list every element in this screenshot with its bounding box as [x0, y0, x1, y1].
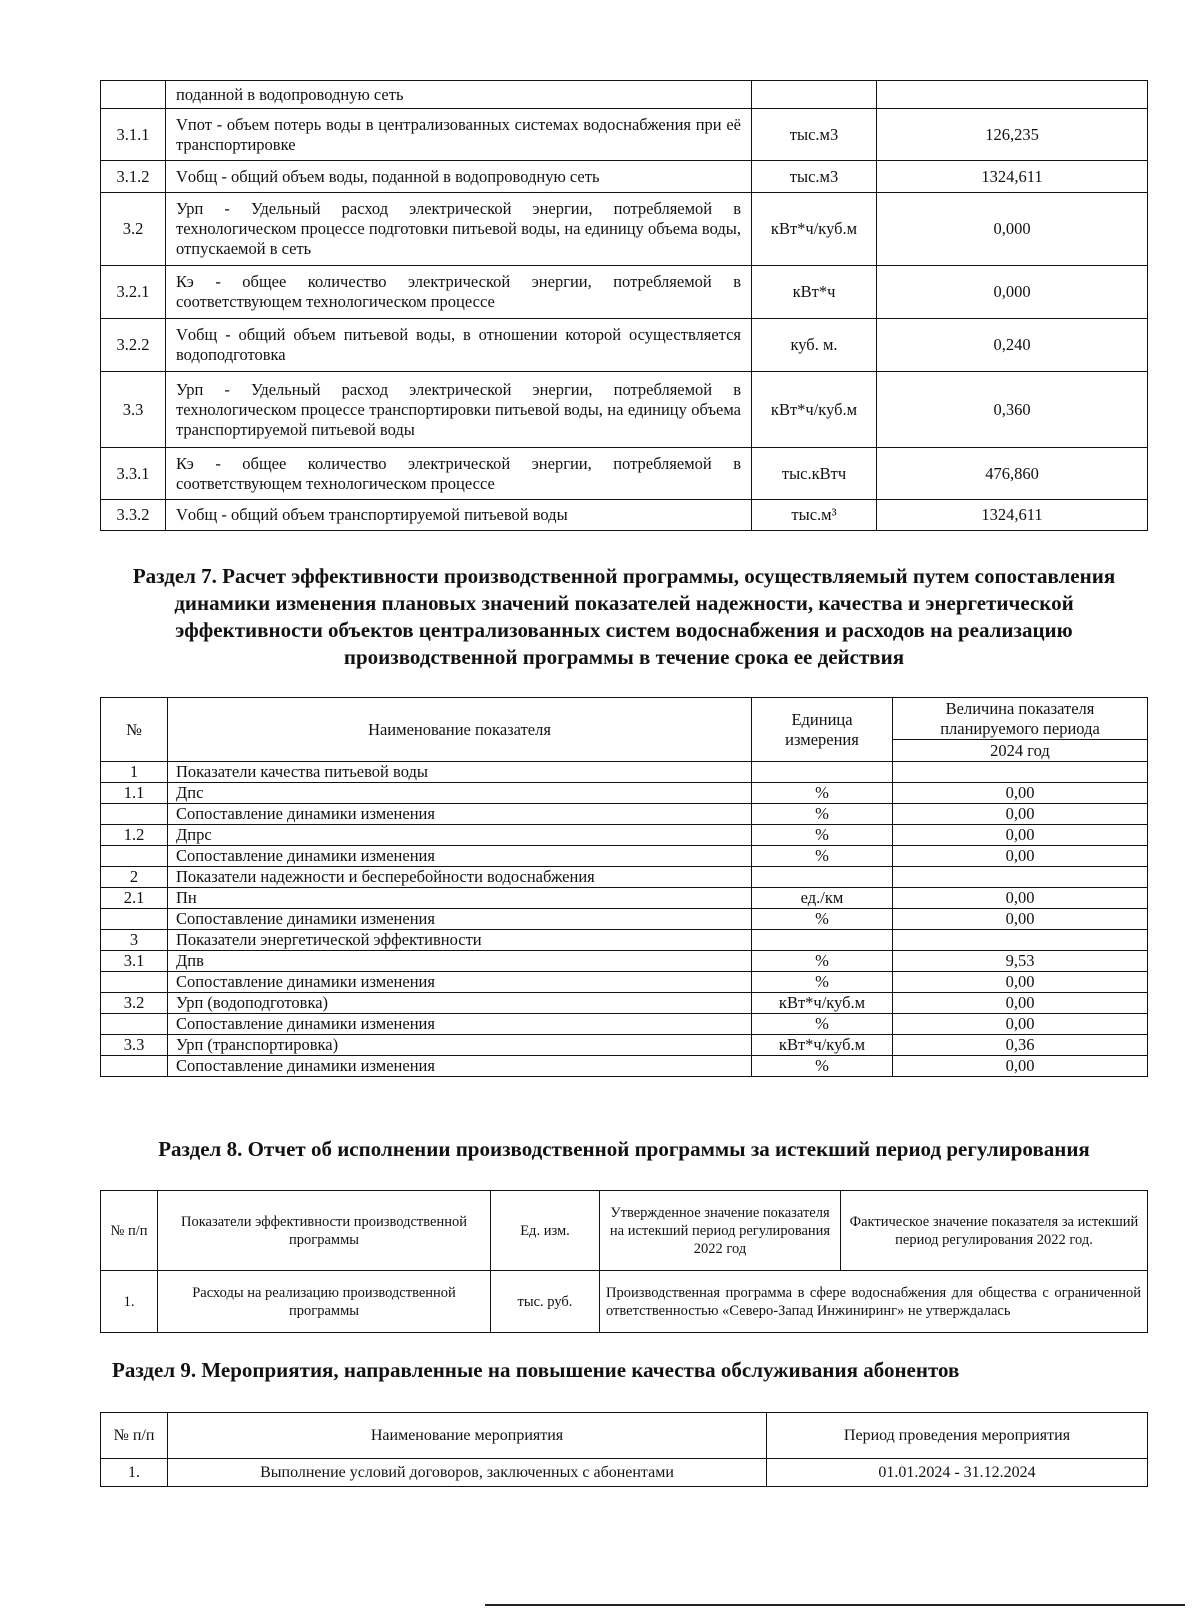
indicator-name: Пн — [168, 888, 752, 909]
indicator-value: 0,00 — [893, 825, 1148, 846]
table-row — [101, 193, 1148, 266]
row-number: 3.2 — [101, 993, 168, 1014]
row-number — [101, 846, 168, 867]
indicator-unit — [752, 81, 877, 109]
section7-table — [100, 697, 1148, 1077]
indicator-unit: % — [752, 951, 893, 972]
row-number: 2.1 — [101, 888, 168, 909]
table-row — [101, 972, 1148, 993]
header-num: № — [101, 698, 168, 762]
table-row — [101, 448, 1148, 500]
indicator-unit: тыс.м³ — [752, 500, 877, 531]
table-row — [101, 319, 1148, 372]
header-name: Показатели эффективности производственной программы — [158, 1191, 491, 1271]
indicator-name: Урп - Удельный расход электрической энергии, потребляемой в технологическом процессе подготовки питьевой воды, на единицу объема воды, отпускаемой в сеть — [166, 193, 752, 266]
table-row — [101, 1014, 1148, 1035]
header-num: № п/п — [101, 1413, 168, 1459]
indicator-unit: кВт*ч/куб.м — [752, 372, 877, 448]
row-number: 1. — [101, 1271, 158, 1333]
indicator-unit: % — [752, 804, 893, 825]
table-row — [101, 266, 1148, 319]
indicator-value: 0,00 — [893, 909, 1148, 930]
indicator-unit: % — [752, 972, 893, 993]
row-number: 3.3 — [101, 372, 166, 448]
header-num: № п/п — [101, 1191, 158, 1271]
table-row — [101, 81, 1148, 109]
section7-title: Раздел 7. Расчет эффективности производственной программы, осуществляемый путем сопоставления динамики изменения плановых значений показателей надежности, качества и энергетической эффективности объектов централизованных систем водоснабжения и расходов на реализацию производственной программы в течение срока ее действия — [132, 564, 1116, 669]
row-number — [101, 81, 166, 109]
table-row — [101, 867, 1148, 888]
row-number: 1.1 — [101, 783, 168, 804]
section9-table — [100, 1412, 1148, 1487]
header-unit: Единица измерения — [752, 698, 893, 762]
row-number: 3.2.2 — [101, 319, 166, 372]
table-row — [101, 161, 1148, 193]
indicator-value: 0,00 — [893, 1014, 1148, 1035]
indicator-name: Расходы на реализацию производственной программы — [158, 1271, 491, 1333]
indicator-name: Сопоставление динамики изменения — [168, 804, 752, 825]
table-row — [101, 372, 1148, 448]
indicator-name: Кэ - общее количество электрической энергии, потребляемой в соответствующем технологическом процессе — [166, 266, 752, 319]
table-row — [101, 1056, 1148, 1077]
event-name: Выполнение условий договоров, заключенных с абонентами — [168, 1459, 767, 1487]
indicator-value: 0,00 — [893, 1056, 1148, 1077]
header-year: 2024 год — [893, 740, 1148, 762]
indicator-name: Сопоставление динамики изменения — [168, 846, 752, 867]
table-header-row — [101, 1413, 1148, 1459]
indicator-name: Сопоставление динамики изменения — [168, 909, 752, 930]
indicator-name: Сопоставление динамики изменения — [168, 1056, 752, 1077]
indicator-unit: тыс.кВтч — [752, 448, 877, 500]
program-note: Производственная программа в сфере водоснабжения для общества с ограниченной ответственностью «Северо-Запад Инжиниринг» не утверждалась — [600, 1271, 1148, 1333]
table-row — [101, 888, 1148, 909]
indicator-name: Vобщ - общий объем транспортируемой питьевой воды — [166, 500, 752, 531]
indicator-value: 0,360 — [877, 372, 1148, 448]
indicator-name: поданной в водопроводную сеть — [166, 81, 752, 109]
indicator-unit: % — [752, 909, 893, 930]
indicator-unit: % — [752, 846, 893, 867]
row-number — [101, 972, 168, 993]
table-row — [101, 804, 1148, 825]
header-actual: Фактическое значение показателя за истекший период регулирования 2022 год. — [841, 1191, 1148, 1271]
indicator-value: 0,00 — [893, 846, 1148, 867]
row-number: 1. — [101, 1459, 168, 1487]
indicator-value: 0,36 — [893, 1035, 1148, 1056]
indicators-continuation-table — [100, 80, 1148, 531]
table-row — [101, 909, 1148, 930]
indicator-unit: ед./км — [752, 888, 893, 909]
header-name: Наименование мероприятия — [168, 1413, 767, 1459]
row-number: 3.2 — [101, 193, 166, 266]
indicator-value — [893, 930, 1148, 951]
table-row — [101, 1459, 1148, 1487]
indicator-name: Показатели качества питьевой воды — [168, 762, 752, 783]
row-number: 3.3.1 — [101, 448, 166, 500]
indicator-name: Vобщ - общий объем воды, поданной в водопроводную сеть — [166, 161, 752, 193]
indicator-value: 0,000 — [877, 266, 1148, 319]
table-row — [101, 846, 1148, 867]
indicator-unit: % — [752, 1014, 893, 1035]
row-number: 1.2 — [101, 825, 168, 846]
header-value: Величина показателя планируемого периода — [893, 698, 1148, 740]
row-number — [101, 1056, 168, 1077]
event-period: 01.01.2024 - 31.12.2024 — [767, 1459, 1148, 1487]
indicator-value — [893, 762, 1148, 783]
indicator-value — [893, 867, 1148, 888]
header-period: Период проведения мероприятия — [767, 1413, 1148, 1459]
indicator-name: Урп (транспортировка) — [168, 1035, 752, 1056]
indicator-value: 126,235 — [877, 109, 1148, 161]
table-row — [101, 951, 1148, 972]
indicator-name: Кэ - общее количество электрической энергии, потребляемой в соответствующем технологическом процессе — [166, 448, 752, 500]
indicator-unit: % — [752, 783, 893, 804]
header-unit: Ед. изм. — [491, 1191, 600, 1271]
indicator-value: 0,00 — [893, 993, 1148, 1014]
row-number: 3.2.1 — [101, 266, 166, 319]
row-number: 3.1.2 — [101, 161, 166, 193]
header-name: Наименование показателя — [168, 698, 752, 762]
indicator-unit: кВт*ч — [752, 266, 877, 319]
row-number: 3.1 — [101, 951, 168, 972]
indicator-value: 0,00 — [893, 972, 1148, 993]
table-row — [101, 1271, 1148, 1333]
row-number — [101, 804, 168, 825]
table-row — [101, 783, 1148, 804]
indicator-unit: тыс. руб. — [491, 1271, 600, 1333]
row-number: 3.3 — [101, 1035, 168, 1056]
indicator-unit — [752, 762, 893, 783]
row-number — [101, 909, 168, 930]
row-number — [101, 1014, 168, 1035]
indicator-unit — [752, 930, 893, 951]
indicator-unit: тыс.м3 — [752, 109, 877, 161]
indicator-value: 0,000 — [877, 193, 1148, 266]
row-number: 1 — [101, 762, 168, 783]
table-header-row — [101, 1191, 1148, 1271]
indicator-name: Дпс — [168, 783, 752, 804]
indicator-unit: % — [752, 825, 893, 846]
indicator-value: 1324,611 — [877, 161, 1148, 193]
indicator-value: 0,00 — [893, 804, 1148, 825]
scan-bottom-edge — [485, 1604, 1185, 1606]
indicator-name: Показатели энергетической эффективности — [168, 930, 752, 951]
indicator-name: Сопоставление динамики изменения — [168, 972, 752, 993]
indicator-name: Дпрс — [168, 825, 752, 846]
section9-title: Раздел 9. Мероприятия, направленные на повышение качества обслуживания абонентов — [112, 1358, 960, 1382]
indicator-name: Урп - Удельный расход электрической энергии, потребляемой в технологическом процессе транспортировки питьевой воды, на единицу объема транспортируемой питьевой воды — [166, 372, 752, 448]
indicator-name: Vобщ - общий объем питьевой воды, в отношении которой осуществляется водоподготовка — [166, 319, 752, 372]
indicator-name: Сопоставление динамики изменения — [168, 1014, 752, 1035]
table-row — [101, 500, 1148, 531]
indicator-value: 0,240 — [877, 319, 1148, 372]
indicator-value: 0,00 — [893, 888, 1148, 909]
row-number: 2 — [101, 867, 168, 888]
table-row — [101, 762, 1148, 783]
table-row — [101, 1035, 1148, 1056]
indicator-value: 476,860 — [877, 448, 1148, 500]
table-row — [101, 930, 1148, 951]
table-row — [101, 109, 1148, 161]
header-approved: Утвержденное значение показателя на истекший период регулирования 2022 год — [600, 1191, 841, 1271]
indicator-name: Vпот - объем потерь воды в централизованных системах водоснабжения при её транспортировке — [166, 109, 752, 161]
table-header-row — [101, 698, 1148, 740]
row-number: 3 — [101, 930, 168, 951]
indicator-unit: % — [752, 1056, 893, 1077]
indicator-unit: тыс.м3 — [752, 161, 877, 193]
indicator-unit — [752, 867, 893, 888]
indicator-unit: кВт*ч/куб.м — [752, 1035, 893, 1056]
indicator-unit: куб. м. — [752, 319, 877, 372]
indicator-name: Дпв — [168, 951, 752, 972]
row-number: 3.1.1 — [101, 109, 166, 161]
table-row — [101, 993, 1148, 1014]
table-row — [101, 825, 1148, 846]
indicator-unit: кВт*ч/куб.м — [752, 993, 893, 1014]
indicator-value: 9,53 — [893, 951, 1148, 972]
indicator-unit: кВт*ч/куб.м — [752, 193, 877, 266]
section8-title: Раздел 8. Отчет об исполнении производственной программы за истекший период регулирования — [158, 1137, 1090, 1161]
indicator-value — [877, 81, 1148, 109]
indicator-value: 0,00 — [893, 783, 1148, 804]
section8-table — [100, 1190, 1148, 1333]
indicator-name: Показатели надежности и бесперебойности водоснабжения — [168, 867, 752, 888]
indicator-name: Урп (водоподготовка) — [168, 993, 752, 1014]
indicator-value: 1324,611 — [877, 500, 1148, 531]
row-number: 3.3.2 — [101, 500, 166, 531]
